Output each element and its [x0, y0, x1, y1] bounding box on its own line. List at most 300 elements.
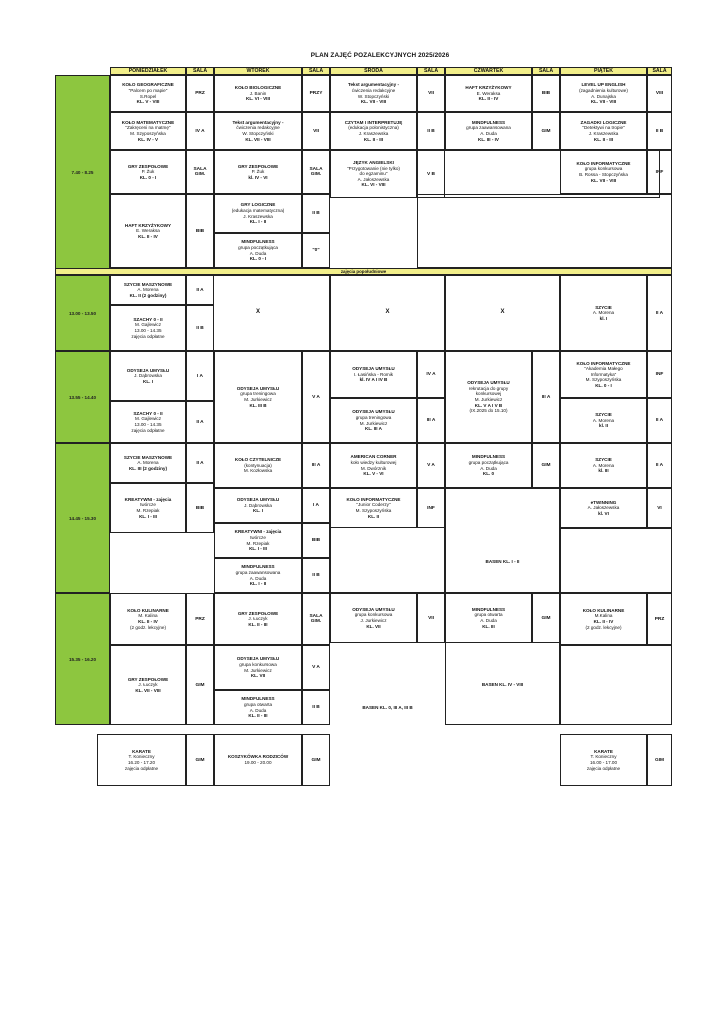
activity-detail: J. Dąbrowska: [134, 373, 162, 379]
activity-title: SZYCIE MASZYNOWE: [123, 281, 173, 287]
room-cell: GIM: [302, 734, 330, 786]
activity-detail: KL. V - VIII: [136, 99, 160, 105]
activity-detail: zajęcia odpłatne: [131, 333, 165, 339]
activity-detail: T. Konieczny: [128, 754, 155, 760]
room-cell: III A: [417, 398, 445, 443]
activity-detail: W. Stopczyński: [357, 93, 390, 99]
room-cell: INF: [647, 351, 672, 398]
room-cell: II B: [302, 690, 330, 725]
room-cell: II A: [647, 275, 672, 351]
room-cell: I A: [302, 488, 330, 523]
activity-title: MINDFULNESS: [241, 239, 275, 245]
activity-detail: Informatyka": [590, 371, 617, 377]
activity-cell: [214, 523, 302, 558]
activity-detail: M. Gajlewicz: [134, 322, 162, 328]
activity-detail: J. Banin: [249, 90, 267, 96]
room-cell: BIB: [186, 483, 214, 533]
activity-cell: [560, 351, 647, 398]
activity-detail: KL. III - IV: [478, 136, 499, 142]
activity-detail: (edukacja polonistyczna): [348, 125, 399, 131]
activity-detail: grupa zaawansowana: [466, 125, 511, 131]
activity-title: ZAGADKI LOGICZNE: [580, 119, 627, 125]
activity-detail: P. Żuk: [251, 169, 265, 175]
activity-detail: KL. I: [253, 508, 263, 514]
activity-title: KOŁO CZYTELNICZE: [234, 457, 282, 463]
activity-detail: M. Jurkiewicz: [474, 397, 503, 402]
activity-cell: [97, 734, 186, 786]
activity-title: MINDFULNESS: [241, 696, 275, 702]
activity-cell: [110, 645, 186, 725]
activity-title: ODYSEJA UMYSŁU: [236, 656, 280, 662]
activity-detail: KL. III: [482, 623, 495, 629]
room-cell: BIB: [186, 194, 214, 268]
activity-title: ODYSEJA UMYSŁU: [126, 367, 170, 373]
empty-block: [445, 488, 560, 593]
header-3: SALA: [302, 67, 330, 75]
room-cell: II B: [302, 194, 330, 233]
room-cell: V A: [417, 443, 445, 488]
activity-detail: "Akademia Małego: [584, 366, 623, 372]
activity-title: HAFT KRZYŻYKOWY: [124, 222, 172, 228]
activity-title: KARATE: [132, 748, 151, 754]
activity-detail: M. Szyposzyńska: [355, 508, 392, 513]
activity-cell: [330, 351, 417, 398]
activity-cell: [214, 233, 302, 268]
activity-detail: KL. II: [367, 513, 380, 519]
room-cell: PRZY: [302, 75, 330, 112]
room-cell: PRZ: [186, 75, 214, 112]
activity-title: GRY ZESPOŁOWE: [127, 163, 169, 169]
activity-detail: zajęcia odpłatne: [586, 765, 621, 771]
header-2: WTOREK: [214, 67, 302, 75]
activity-title: ODYSEJA UMYSŁU: [352, 409, 395, 415]
activity-detail: ćwiczenia redakcyjne: [236, 125, 280, 131]
activity-title: HAFT KRZYŻYKOWY: [465, 85, 512, 91]
activity-title: Tekst argumentacyjny -: [348, 82, 399, 88]
activity-title: KOŁO BIOLOGICZNE: [234, 85, 282, 91]
room-cell: VII: [417, 593, 445, 643]
empty-block: [417, 194, 672, 268]
activity-detail: J. Łuczyk: [138, 682, 158, 688]
activity-detail: A. Jałoszewska: [357, 176, 390, 182]
activity-detail: twórcze: [250, 534, 266, 540]
activity-detail: KL. VII - VIII: [245, 136, 271, 142]
activity-detail: A. Morena: [592, 310, 615, 316]
activity-detail: KL. III B: [249, 402, 267, 408]
room-cell: IV A: [186, 112, 214, 150]
header-9: SALA: [647, 67, 672, 75]
activity-detail: (2 godz. lekcyjne): [585, 624, 622, 630]
activity-detail: zajęcia odpłatne: [131, 427, 165, 433]
activity-detail: kl. III: [598, 468, 609, 474]
activity-title: eTWINNING: [590, 499, 617, 505]
activity-detail: KL. 0 - I: [139, 174, 157, 180]
time-slot-1: 13.00 - 13.50: [55, 275, 110, 351]
activity-detail: 19.00 - 20.00: [244, 760, 272, 765]
activity-detail: A. Duda: [480, 131, 497, 136]
activity-cell: [560, 593, 647, 645]
activity-detail: J. Dąbrowska: [244, 502, 272, 508]
activity-detail: A. Duda: [480, 618, 497, 623]
activity-detail: grupa otwarta: [243, 701, 273, 707]
activity-detail: kl. II: [599, 423, 608, 429]
activity-detail: KL. V A I V B: [474, 402, 503, 408]
room-cell: INF: [647, 150, 672, 194]
activity-title: X: [385, 309, 390, 316]
activity-cell: [330, 593, 417, 643]
room-cell: GIM: [532, 112, 560, 150]
activity-cell: [330, 275, 445, 351]
activity-title: KOŁO KULINARNE: [582, 607, 625, 613]
activity-cell: [110, 401, 186, 443]
activity-detail: grupa treningowa: [355, 414, 392, 420]
activity-title: X: [255, 309, 260, 316]
room-cell: V B: [417, 150, 445, 198]
activity-title: KOŁO MATEMATYCZNE: [121, 119, 175, 125]
activity-title: ODYSEJA UMYSŁU: [352, 366, 395, 372]
activity-title: BASEN KL. IV - VIII: [481, 682, 524, 688]
empty-block: [330, 488, 445, 593]
activity-cell: [330, 75, 417, 112]
activity-detail: KL. II - III: [248, 713, 268, 719]
activity-title: MINDFULNESS: [471, 119, 506, 125]
room-cell: V A: [302, 645, 330, 690]
activity-detail: KL. IV - V: [137, 136, 159, 142]
activity-cell: [110, 194, 186, 268]
activity-detail: kl. VI: [598, 510, 609, 516]
time-slot-4: 15.35 - 16.20: [55, 593, 110, 725]
room-cell: GIM: [186, 734, 214, 786]
room-cell: VII: [302, 112, 330, 150]
room-cell: IV A: [417, 351, 445, 398]
activity-detail: 13.00 - 14.35: [134, 328, 162, 333]
activity-title: ODYSEJA UMYSŁU: [352, 606, 395, 612]
activity-detail: A. Morena: [137, 287, 159, 293]
header-4: ŚRODA: [330, 67, 417, 75]
activity-detail: (kontynuacja): [244, 462, 272, 468]
activity-title: KREATYWNI - zajęcia: [124, 496, 172, 502]
activity-detail: A. Duda: [480, 465, 497, 471]
activity-title: KARATE: [594, 748, 613, 754]
activity-cell: [560, 112, 647, 150]
room-cell: II A: [186, 275, 214, 305]
activity-detail: M. Kozłowska: [243, 468, 273, 474]
activity-detail: grupa konkursowa: [239, 661, 277, 667]
activity-title: KREATYWNI - zajęcia: [234, 529, 282, 535]
activity-detail: grupa konkursowa: [584, 166, 623, 172]
activity-detail: (IX.2025 do 15.10): [469, 408, 508, 414]
activity-detail: E. Weraksa: [136, 228, 160, 234]
header-1: SALA: [186, 67, 214, 75]
activity-detail: twórcze: [140, 502, 156, 508]
activity-title: CZYTAM I INTERPRETUJĘ: [344, 119, 403, 125]
activity-detail: KL. II - IV: [138, 619, 158, 624]
activity-detail: KL. II - IV: [138, 233, 158, 239]
activity-cell: [330, 398, 417, 443]
activity-detail: J. Kraszewska: [243, 213, 273, 219]
activity-cell: [110, 275, 186, 305]
room-cell: BIB: [302, 523, 330, 558]
activity-title: GRY ZESPOŁOWE: [237, 610, 279, 616]
room-cell: II B: [647, 112, 672, 150]
activity-title: GRY LOGICZNE: [240, 202, 276, 208]
activity-detail: grupa początkująca: [238, 244, 278, 250]
activity-cell: [110, 351, 186, 401]
activity-detail: W. Stopczyński: [242, 131, 274, 136]
activity-detail: grupa konkursowa: [354, 612, 393, 618]
activity-detail: KL. III (2 godziny): [128, 465, 168, 471]
activity-title: SZYCIE: [595, 304, 612, 310]
afternoon-band: zajęcia popołudniowe: [55, 268, 672, 275]
header-6: CZWARTEK: [445, 67, 532, 75]
room-cell: GIM: [532, 593, 560, 643]
activity-detail: KL. V - VI: [363, 471, 384, 477]
activity-cell: [214, 150, 302, 194]
activity-title: BASEN KL. 0, III A, III B: [362, 704, 413, 710]
activity-detail: M. Gajlewicz: [134, 416, 162, 422]
activity-detail: M. Szyposzyńska: [130, 131, 166, 136]
activity-detail: KL. I - III: [249, 546, 267, 552]
activity-title: SZACHY 0 - II: [133, 410, 163, 416]
activity-title: X: [500, 309, 505, 316]
activity-detail: A. Morena: [592, 462, 615, 468]
activity-detail: KL. II - III: [363, 136, 384, 142]
activity-cell: [214, 112, 302, 150]
activity-cell: [110, 75, 186, 112]
activity-title: KOŁO INFORMATYCZNE: [576, 360, 631, 366]
header-5: SALA: [417, 67, 445, 75]
activity-title: MINDFULNESS: [471, 454, 506, 460]
time-slot-3: 14.45 - 15.30: [55, 443, 110, 593]
activity-title: AMERICAN CORNER: [350, 454, 397, 460]
activity-cell: [214, 488, 302, 523]
room-cell: SALA GIM.: [302, 150, 330, 194]
activity-title: JĘZYK ANGIELSKI: [353, 160, 394, 166]
activity-cell: [330, 112, 417, 150]
activity-cell: [214, 558, 302, 593]
activity-detail: rekrutacja do grupy: [468, 385, 509, 391]
empty-block: [560, 528, 672, 593]
activity-cell: [214, 690, 302, 725]
room-cell: PRZ: [186, 593, 214, 645]
activity-detail: I. Łasińska - Romik: [353, 371, 394, 377]
activity-detail: S.Ropel: [139, 93, 157, 99]
activity-cell: [110, 593, 186, 645]
room-cell: GIM: [532, 443, 560, 488]
activity-detail: KL. VII - VIII: [360, 99, 387, 105]
activity-detail: A. Morena: [592, 417, 615, 423]
activity-cell: [560, 75, 647, 112]
time-slot-2: 13.55 - 14.40: [55, 351, 110, 443]
activity-detail: kl. I: [599, 315, 608, 321]
activity-title: ODYSEJA UMYSŁU: [467, 380, 510, 386]
activity-detail: A. Duda: [249, 707, 267, 713]
activity-detail: A. Jałoszewska: [587, 505, 620, 511]
activity-cell: [110, 112, 186, 150]
room-cell: III A: [302, 443, 330, 488]
activity-title: ODYSEJA UMYSŁU: [236, 385, 280, 391]
activity-cell: [445, 351, 532, 443]
activity-title: SZYCIE MASZYNOWE: [123, 454, 173, 460]
empty-block: [445, 593, 560, 725]
activity-detail: 16.20 - 17.20: [127, 760, 156, 765]
room-cell: III A: [532, 351, 560, 443]
activity-detail: KL. II - IV: [593, 619, 614, 624]
activity-title: SZYCIE: [595, 412, 612, 418]
activity-title: Tekst argumentacyjny -: [232, 119, 284, 125]
activity-cell: [330, 690, 445, 725]
activity-detail: KL. VII - VIII: [590, 177, 617, 183]
activity-detail: J. Łuczyk: [248, 616, 268, 622]
activity-detail: grupa otwarta: [474, 612, 503, 618]
header-7: SALA: [532, 67, 560, 75]
activity-detail: KL. I - II: [249, 219, 267, 225]
activity-cell: [214, 351, 302, 443]
time-slot-0: 7.40 - 8.25: [55, 75, 110, 269]
activity-cell: [560, 275, 647, 351]
activity-cell: [445, 75, 532, 112]
activity-cell: [560, 443, 647, 488]
activity-detail: KL. VI - VIII: [246, 96, 270, 102]
room-cell: I A: [186, 351, 214, 401]
room-cell: VI: [647, 488, 672, 528]
activity-detail: A. Morena: [137, 460, 159, 466]
activity-title: MINDFULNESS: [241, 564, 275, 570]
activity-title: SZYCIE: [595, 457, 612, 463]
activity-detail: KL. II (2 godziny): [129, 292, 167, 298]
activity-detail: grupa początkująca: [468, 459, 509, 465]
activity-detail: A. Dunajska: [591, 93, 616, 99]
activity-detail: KL. 0 - I: [595, 382, 612, 388]
room-cell: II B: [302, 558, 330, 593]
activity-detail: KL. II - III: [248, 621, 268, 627]
activity-detail: B. Rossa - Stopczyńska: [579, 172, 628, 177]
activity-cell: [330, 443, 417, 488]
activity-detail: "Palcem po mapie": [128, 87, 168, 93]
room-cell: II A: [647, 443, 672, 488]
activity-detail: J. Jurkiewicz: [360, 618, 387, 623]
activity-cell: [110, 305, 186, 351]
activity-detail: konkursowej: [475, 391, 502, 397]
activity-detail: KL. I - III: [139, 513, 157, 519]
room-cell: II B: [417, 112, 445, 150]
activity-detail: A. Duda: [249, 250, 267, 256]
activity-detail: J. Kraszewska: [358, 131, 389, 136]
activity-detail: "Junior Coderzy": [356, 502, 391, 508]
activity-detail: M. Szyposzyńska: [585, 377, 622, 383]
activity-detail: KL. I: [143, 378, 153, 384]
activity-detail: "Zakręceni na matmę": [125, 125, 171, 131]
room-cell: GIM: [647, 734, 672, 786]
activity-title: MINDFULNESS: [471, 606, 506, 612]
activity-cell: [445, 112, 532, 150]
activity-detail: grupa zaawansowana: [235, 569, 281, 575]
activity-detail: (2 godz. lekcyjne): [129, 624, 166, 630]
activity-detail: A. Duda: [249, 575, 267, 581]
activity-detail: KL. VII - VIII: [135, 687, 161, 693]
room-cell: PRZ: [647, 593, 672, 645]
activity-cell: [214, 194, 302, 233]
activity-detail: do egzaminu": [359, 171, 388, 177]
room-cell: BIB: [532, 75, 560, 112]
room-cell: II B: [186, 305, 214, 351]
activity-detail: KL. VII: [250, 673, 266, 679]
activity-detail: KL. VII: [366, 623, 381, 629]
room-cell: SALA GIM.: [302, 593, 330, 645]
activity-title: LEVEL UP ENGLISH: [581, 82, 626, 88]
activity-detail: grupa treningowa: [240, 391, 276, 397]
activity-detail: 13.00 - 14.35: [134, 422, 162, 427]
header-0: PONIEDZIAŁEK: [110, 67, 186, 75]
activity-title: GRY ZESPOŁOWE: [127, 676, 169, 682]
activity-title: BASEN KL. I - II: [485, 558, 520, 564]
activity-cell: [445, 443, 532, 488]
activity-cell: [110, 443, 186, 483]
empty-block: [330, 150, 660, 198]
activity-detail: M. Jurkiewicz: [244, 397, 272, 402]
activity-detail: koło wiedzy kulturowej: [350, 459, 397, 465]
activity-title: SZACHY 0 - II: [133, 316, 163, 322]
room-cell: "0": [302, 233, 330, 268]
activity-detail: E. Weraksa: [476, 90, 501, 96]
room-cell: VIII: [647, 75, 672, 112]
activity-detail: kl. IV - VI: [248, 174, 268, 180]
activity-detail: M. Dwórznik: [360, 465, 387, 471]
activity-detail: KL. VI - VIII: [361, 182, 386, 188]
room-cell: V A: [302, 351, 330, 443]
activity-cell: [110, 483, 186, 533]
room-cell: SALA GIM.: [186, 150, 214, 194]
activity-detail: M.Kalina: [594, 613, 613, 619]
room-cell: VII: [417, 75, 445, 112]
activity-detail: M. Jurkiewicz: [359, 420, 388, 426]
activity-detail: (edukacja matematyczna): [231, 207, 285, 213]
activity-detail: KL. 0: [482, 471, 495, 477]
activity-cell: [214, 593, 302, 645]
activity-detail: KL. II - IV: [478, 96, 499, 102]
activity-title: KOŁO INFORMATYCZNE: [346, 496, 401, 502]
room-cell: GIM: [186, 645, 214, 725]
activity-detail: ćwiczenia redakcyjne: [351, 87, 396, 93]
activity-detail: M. Kalina: [138, 613, 158, 619]
header-8: PIĄTEK: [560, 67, 647, 75]
activity-detail: zajęcia odpłatne: [124, 765, 159, 771]
activity-detail: KL. 0 - I: [249, 256, 267, 262]
activity-detail: M. Jurkiewicz: [244, 667, 272, 673]
activity-detail: "Przygotowanie (nie tylko): [347, 165, 400, 171]
activity-detail: "Detektywi na tropie": [582, 125, 625, 131]
activity-detail: 16.00 - 17.00: [589, 760, 618, 765]
activity-cell: [214, 443, 302, 488]
activity-detail: KL. II - III: [593, 136, 614, 142]
activity-title: KOŁO INFORMATYCZNE: [576, 160, 631, 166]
room-cell: II A: [186, 401, 214, 443]
activity-cell: [560, 398, 647, 443]
activity-cell: [214, 75, 302, 112]
activity-title: ODYSEJA UMYSŁU: [236, 497, 280, 503]
activity-detail: M. Rzepiak: [246, 540, 270, 546]
activity-cell: [560, 734, 647, 786]
activity-cell: [214, 645, 302, 690]
activity-detail: KL. VII - VIII: [590, 99, 617, 105]
activity-detail: T. Konieczny: [590, 754, 617, 760]
activity-detail: P. Żuk: [141, 169, 155, 175]
activity-cell: [445, 275, 560, 351]
room-cell: II A: [186, 443, 214, 483]
page-title: PLAN ZAJĘĆ POZALEKCYJNYCH 2025/2026: [310, 52, 450, 59]
activity-detail: J. Kraszewska: [588, 131, 619, 136]
activity-cell: [214, 734, 302, 786]
